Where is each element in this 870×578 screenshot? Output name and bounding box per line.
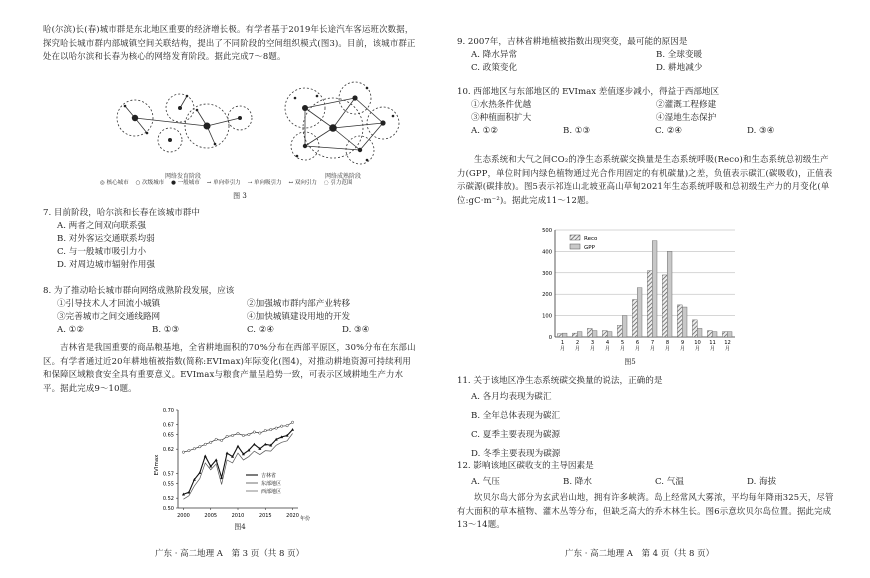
fig4-point [182, 451, 184, 453]
fig5-xtick-label: 7 月 [649, 340, 656, 352]
fig5-legend [570, 235, 598, 251]
q12-option-b[interactable]: B. 降水 [563, 477, 592, 487]
q10-item-3: ③种植面积扩大 [471, 113, 532, 123]
q8-option-c[interactable]: C. ②④ [247, 325, 275, 335]
legend-reco: Reco [584, 236, 598, 242]
fig4-legend-label: 吉林省 [261, 473, 277, 479]
stage1-label: 网络发育阶段 [164, 173, 202, 180]
fig4-legend-label: 东部地区 [261, 481, 282, 487]
fig5-ytick-label: 100 [542, 313, 552, 320]
fig5-xtick-label: 8 月 [664, 340, 671, 352]
fig5-bar-reco [722, 332, 727, 337]
q10-item-4: ④湿地生态保护 [656, 113, 717, 123]
question-11-stem: 11. 关于该地区净生态系统碳交换量的说法，正确的是 [457, 376, 663, 386]
fig4-point [253, 431, 255, 433]
intro-11-12: 生态系统和大气之间CO₂的净生态系统碳交换量是生态系统呼吸(Reco)和生态系统总初级生产力(GPP，单位时间内绿色植物通过光合作用固定的有机碳量)之差，负值表示碳汇(碳吸收)，正值表示碳源(碳排放)。图5表示祁连山北坡亚高山草甸2021年生态系统呼吸和总初级生产力的月变化(单位:gC·m⁻²)。据此完成11～12题。 [457, 154, 833, 205]
fig5-bar-gpp [652, 241, 657, 337]
question-12-stem: 12. 影响该地区碳收支的主导因素是 [457, 461, 594, 471]
q10-item-1: ①水热条件优越 [471, 100, 532, 110]
q7-option-c[interactable]: C. 与一般城市吸引力小 [57, 247, 147, 257]
fig5-ytick-label: 200 [542, 292, 552, 299]
question-10 [457, 86, 842, 138]
q8-item-4: ④加快城镇建设用地的开发 [247, 312, 351, 322]
fig5-xtick-label: 11 月 [709, 340, 716, 352]
fig4-ytick-label: 0.52 [162, 496, 174, 503]
fig5-bar-gpp [682, 307, 687, 337]
fig5-bar-reco [632, 300, 637, 337]
fig4-point [291, 421, 293, 423]
question-7 [43, 207, 200, 272]
fig5-ytick-label: 400 [542, 249, 552, 256]
q9-option-a[interactable]: A. 降水异常 [471, 50, 518, 60]
fig4-ytick-label: 0.67 [162, 422, 174, 429]
fig5-xtick-label: 9 月 [679, 340, 686, 352]
fig4-point [280, 425, 282, 427]
fig5-xtick-label: 4 月 [604, 340, 611, 352]
legend-gpp-swatch [570, 244, 580, 249]
fig4-point [204, 454, 207, 457]
fig4-point [220, 439, 222, 441]
figure-3-legend [100, 178, 400, 186]
q9-option-c[interactable]: C. 政策变化 [471, 63, 518, 73]
fig4-point [264, 429, 266, 431]
fig4-point [199, 446, 201, 448]
fig5-xtick-label: 1 月 [559, 340, 566, 352]
fig5-bar-gpp [592, 331, 597, 337]
fig4-point [231, 434, 233, 436]
fig4-ylabel: EVImax [154, 454, 160, 476]
intro-7-8: 哈(尔滨)长(春)城市群是东北地区重要的经济增长极。有学者基于2019年长途汽车客运班次数据，探究哈长城市群内部城镇空间关联结构，提出了不同阶段的空间组织模式(图3)。目前，该城市群正处在以哈尔滨和长春为核心的网络发育阶段。据此完成7～8题。 [43, 24, 416, 62]
q11-option-c[interactable]: C. 夏季主要表现为碳源 [471, 430, 561, 440]
q7-option-a[interactable]: A. 两者之间双向联系强 [57, 221, 147, 231]
fig4-xtick-label: 2000 [177, 513, 190, 519]
fig5-bar-reco [557, 334, 562, 337]
q8-item-1: ①引导技术人才回流小城镇 [57, 299, 161, 309]
legend-range: ◌ 引力范围 [323, 180, 353, 186]
fig4-ytick-label: 0.57 [162, 471, 174, 478]
fig4-legend-label: 西部地区 [261, 489, 282, 495]
fig5-bar-gpp [562, 333, 567, 337]
fig5-bar-gpp [622, 316, 627, 337]
fig5-bar-reco [662, 275, 667, 337]
fig5-ytick-label: 0 [548, 335, 552, 341]
right-page-footer: 广东 · 高二地理 A 第 4 页（共 8 页） [565, 549, 715, 559]
fig5-bar-gpp [712, 332, 717, 337]
fig4-point [210, 441, 212, 443]
fig5-bar-reco [587, 328, 592, 337]
figure-5-bar-chart [530, 225, 740, 360]
legend-two-way: ↔ 双向引力 [288, 180, 317, 186]
q8-item-2: ②加强城市群内部产业转移 [247, 299, 351, 309]
fig4-xunit: 年份 [300, 516, 311, 522]
fig5-bar-gpp [727, 332, 732, 337]
legend-reco-swatch [570, 235, 580, 240]
fig4-point [188, 449, 190, 451]
fig4-point [275, 427, 277, 429]
fig4-ytick-label: 0.65 [162, 432, 174, 439]
stage2-label: 网络成熟阶段 [324, 173, 362, 180]
fig4-xtick-label: 2015 [258, 513, 272, 519]
q10-option-c[interactable]: C. ②④ [655, 126, 683, 136]
q9-option-d[interactable]: D. 耕地减少 [656, 63, 703, 73]
fig5-xtick-label: 6 月 [634, 340, 641, 352]
figure-3-caption: 图 3 [233, 192, 247, 200]
fig4-point [204, 443, 206, 445]
q8-option-b[interactable]: B. ①③ [152, 325, 180, 335]
q7-option-b[interactable]: B. 对外客运交通联系均弱 [57, 234, 155, 244]
legend-one-way-pull: → 单向牵引力 [206, 180, 241, 186]
fig4-xtick-label: 2005 [204, 513, 218, 519]
question-9 [457, 36, 842, 75]
figure-5-caption: 图5 [624, 358, 636, 366]
fig4-ytick-label: 0.62 [162, 447, 174, 454]
fig4-ytick-label: 0.70 [162, 408, 174, 414]
figure-4-line-chart [150, 405, 320, 523]
fig4-point [242, 434, 244, 436]
q8-option-a[interactable]: A. ①② [57, 325, 85, 335]
q11-option-d[interactable]: D. 冬季主要表现为碳源 [471, 449, 561, 459]
q12-option-d[interactable]: D. 海拔 [747, 477, 777, 487]
left-page-footer: 广东 · 高二地理 A 第 3 页（共 8 页） [155, 549, 305, 559]
fig4-point [226, 452, 229, 455]
question-10-stem: 10. 西部地区与东部地区的 EVImax 差值逐步减小，得益于西部地区 [457, 87, 720, 97]
fig5-bar-gpp [637, 288, 642, 337]
fig5-bar-gpp [607, 332, 612, 337]
fig4-xtick-label: 2020 [286, 513, 299, 519]
fig5-ytick-label: 300 [542, 270, 552, 277]
fig5-bar-reco [617, 325, 622, 337]
fig4-point [237, 445, 240, 448]
fig5-xtick-label: 5 月 [619, 340, 626, 352]
question-9-stem: 9. 2007年，吉林省耕地植被指数出现突变，最可能的原因是 [457, 37, 688, 47]
q8-option-d[interactable]: D. ③④ [342, 325, 370, 335]
fig4-ytick-label: 0.55 [162, 481, 174, 488]
fig5-bar-gpp [667, 251, 672, 337]
figure-4-caption: 图4 [234, 523, 246, 531]
fig4-point [253, 443, 256, 446]
q9-option-b[interactable]: B. 全球变暖 [656, 50, 703, 60]
q12-option-a[interactable]: A. 气压 [471, 477, 500, 487]
q12-option-c[interactable]: C. 气温 [655, 477, 684, 487]
q10-option-d[interactable]: D. ③④ [747, 126, 775, 136]
question-12 [457, 460, 842, 489]
fig5-xtick-label: 2 月 [574, 340, 581, 352]
fig4-point [215, 458, 218, 461]
q10-option-b[interactable]: B. ①③ [563, 126, 591, 136]
fig4-point [248, 433, 250, 435]
q10-option-a[interactable]: A. ①② [471, 126, 499, 136]
intro-13-14: 坎贝尔岛大部分为玄武岩山地，拥有许多峡湾。岛上经常风大雾浓，平均每年降雨325天，尽管有大面积的草本植物、灌木丛等分布，但缺乏高大的乔木林生长。图6示意坎贝尔岛位置。据此完成13～14题。 [457, 492, 834, 530]
fig5-bar-reco [572, 333, 577, 337]
fig4-ytick-label: 0.50 [162, 506, 174, 512]
question-8-stem: 8. 为了推动哈长城市群向网络成熟阶段发展，应该 [43, 286, 235, 296]
legend-gpp: GPP [584, 245, 595, 251]
fig4-point [286, 424, 288, 426]
fig4-point [215, 438, 217, 440]
fig4-point [193, 448, 195, 450]
question-8 [43, 285, 423, 337]
fig4-xtick-label: 2010 [231, 513, 245, 519]
q7-option-d[interactable]: D. 对周边城市辐射作用强 [57, 260, 155, 270]
fig5-xtick-label: 3 月 [589, 340, 596, 352]
question-7-stem: 7. 目前阶段，哈尔滨和长春在该城市群中 [43, 208, 201, 218]
legend-secondary-city: ○ 次级城市 [135, 180, 165, 186]
legend-one-way-attract: ⇢ 单向吸引力 [247, 180, 282, 186]
fig5-xtick-label: 12 月 [724, 340, 731, 352]
fig5-xtick-label: 10 月 [694, 340, 701, 352]
fig4-point [237, 432, 239, 434]
fig4-point [291, 428, 294, 431]
fig4-point [226, 435, 228, 437]
fig5-bar-reco [602, 331, 607, 337]
q11-option-b[interactable]: B. 全年总体表现为碳汇 [471, 411, 561, 421]
fig5-bar-gpp [697, 328, 702, 337]
q8-item-3: ③完善城市之间交通线路网 [57, 312, 161, 322]
legend-general-city: ● 一般城市 [171, 180, 200, 186]
intro-9-10: 吉林省是我国重要的商品粮基地，全省耕地面积的70%分布在西部平原区，30%分布在东部山区。有学者通过近20年耕地植被指数(简称:EVImax)年际变化(图4)，对推动耕地资源可持续利用和保障区域粮食安全具有重要意义。EVImax与粮食产量呈趋势一致，可表示区域耕地生产力水平。据此完成9～10题。 [43, 342, 416, 393]
fig5-bar-reco [647, 271, 652, 337]
fig4-point [270, 428, 272, 430]
fig5-bar-gpp [577, 332, 582, 337]
legend-core-city: ◎ 核心城市 [100, 180, 129, 186]
question-11 [457, 375, 842, 464]
fig5-bar-reco [692, 320, 697, 337]
q10-item-2: ②灌溉工程修建 [656, 100, 717, 110]
q11-option-a[interactable]: A. 各月均表现为碳汇 [471, 392, 552, 402]
fig4-point [198, 471, 201, 474]
fig5-bar-reco [707, 331, 712, 337]
fig5-ytick-label: 500 [542, 228, 552, 234]
fig5-bar-reco [677, 305, 682, 337]
fig4-point [259, 432, 261, 434]
